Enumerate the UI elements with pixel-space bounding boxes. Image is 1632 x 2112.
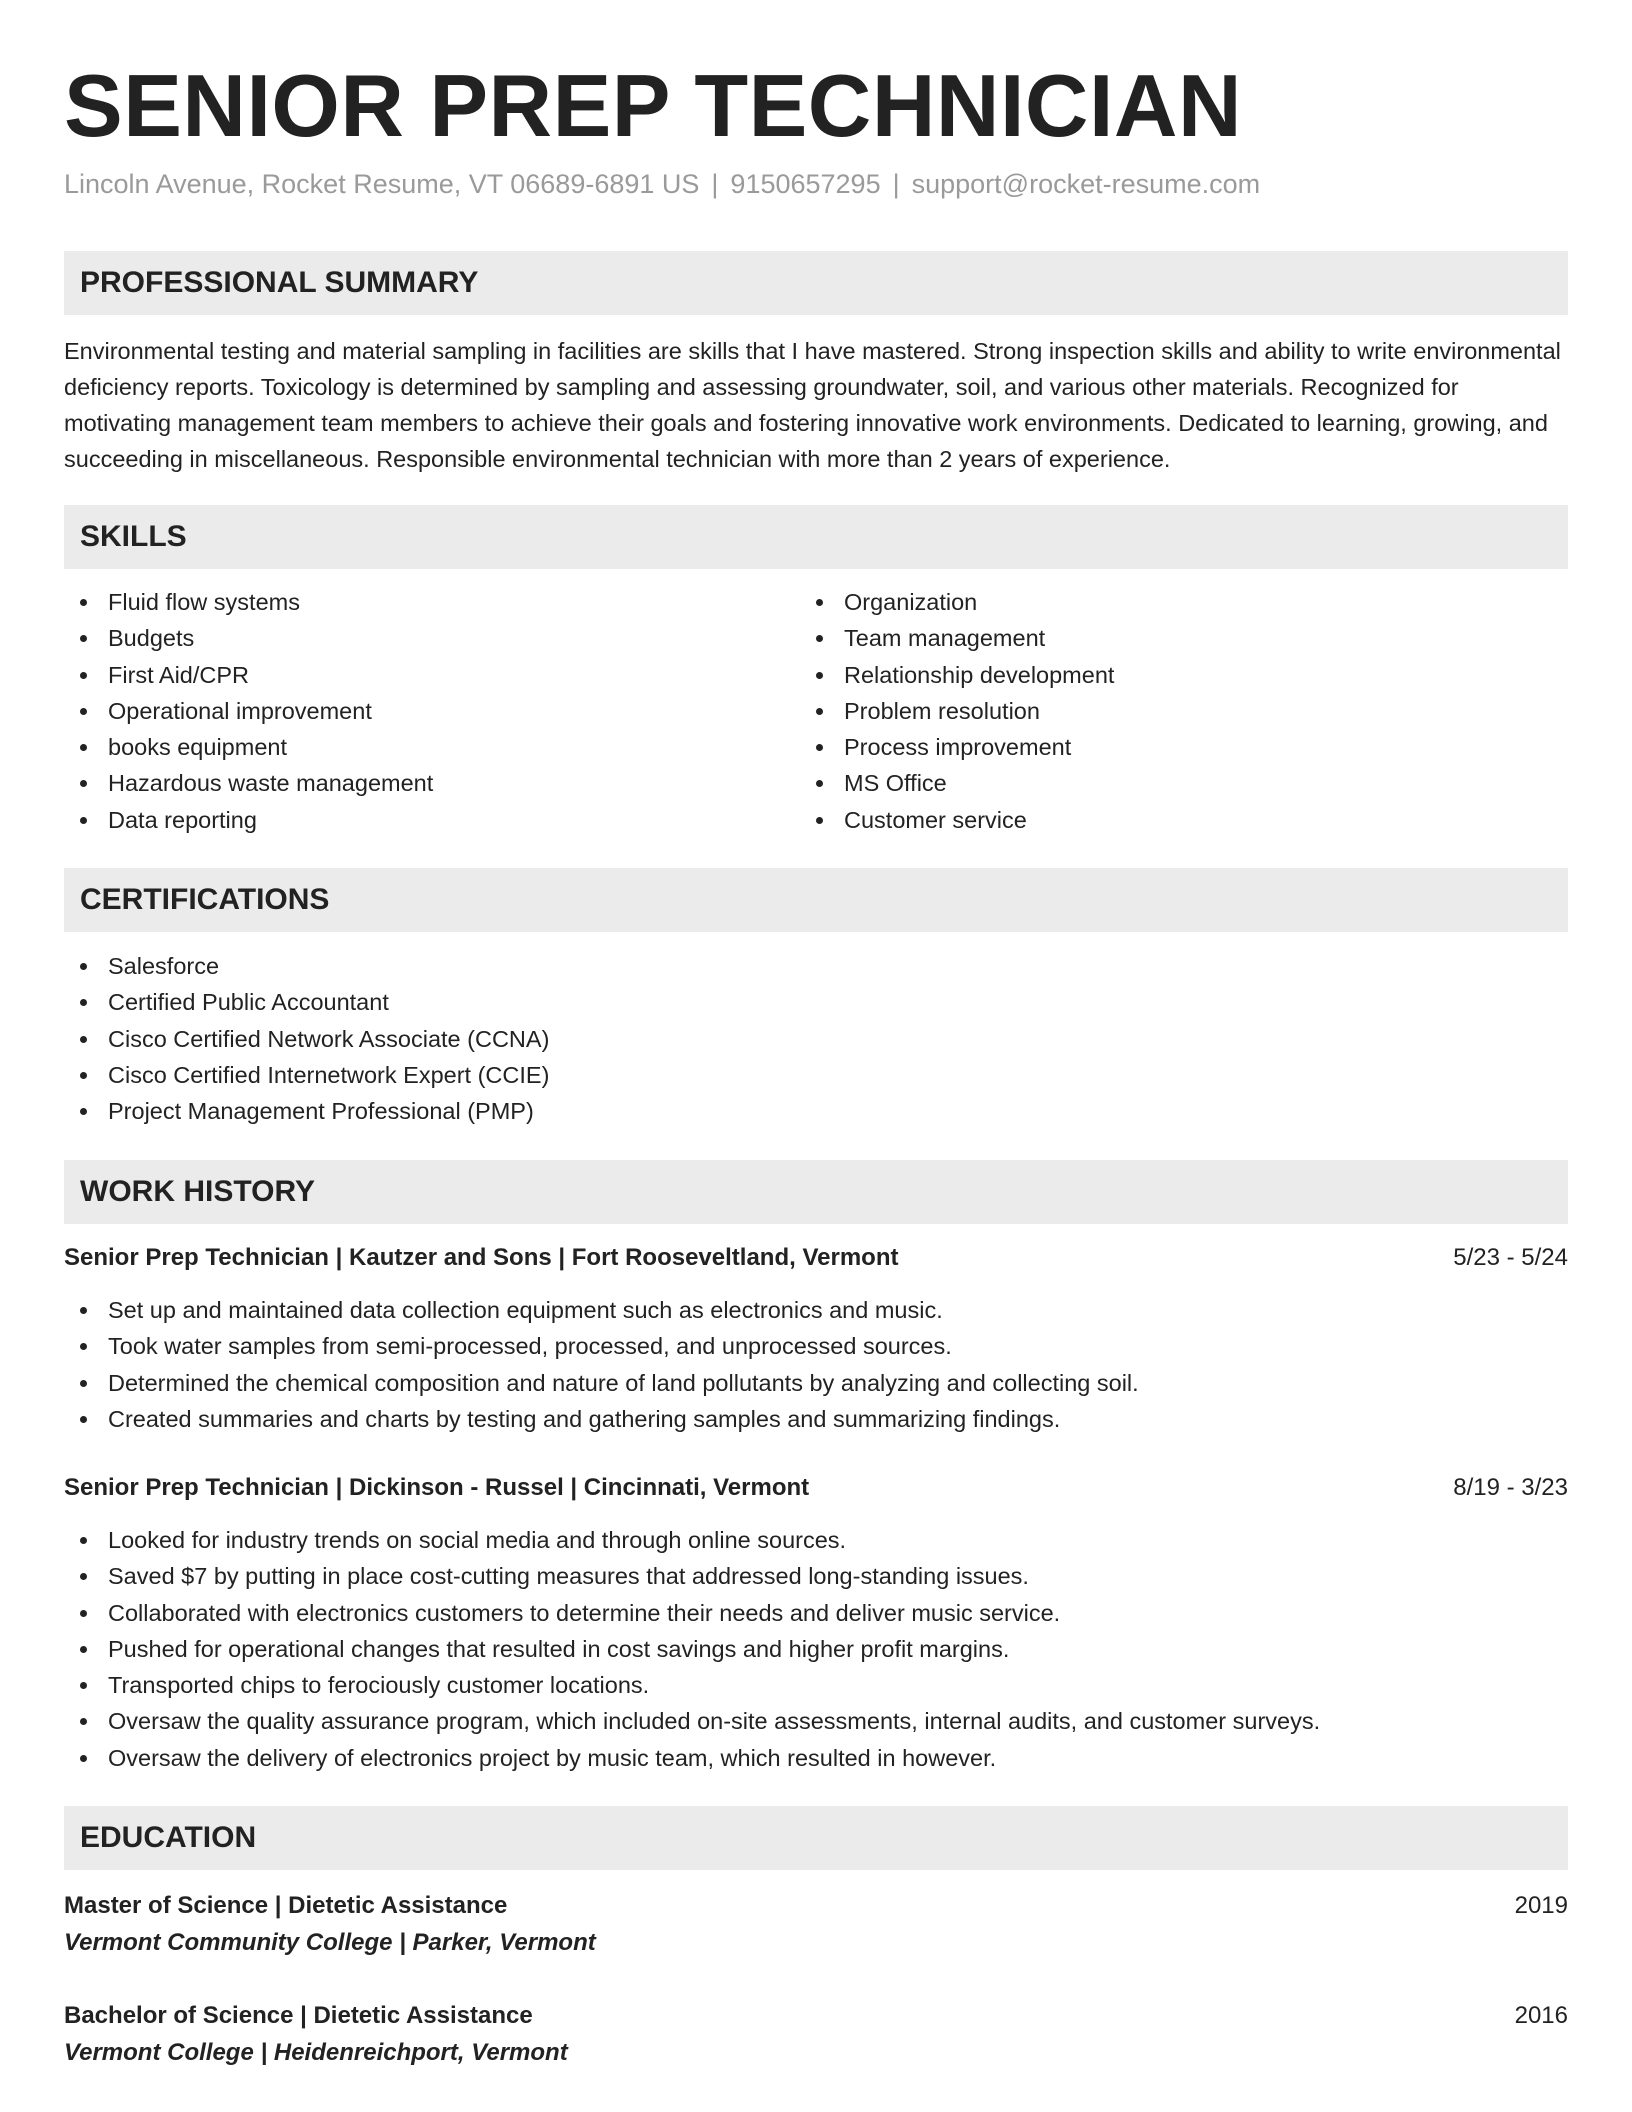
contact-phone: 9150657295 [730,169,881,199]
section-header-education [64,1806,1568,1870]
list-item: Team management [800,620,1114,656]
list-item: Fluid flow systems [64,584,433,620]
section-title: EDUCATION [80,1821,257,1854]
graduation-year: 2016 [1514,2002,1568,2029]
list-item: Relationship development [800,657,1114,693]
list-item: Determined the chemical composition and nature of land pollutants by analyzing and collecting soil. [64,1365,1139,1401]
list-item: Collaborated with electronics customers to determine their needs and deliver music service. [64,1595,1320,1631]
list-item: Took water samples from semi-processed, processed, and unprocessed sources. [64,1328,1139,1364]
list-item: Customer service [800,802,1114,838]
candidate-name: SENIOR PREP TECHNICIAN [64,56,1242,155]
list-item: First Aid/CPR [64,657,433,693]
section-header-summary [64,251,1568,315]
list-item: Problem resolution [800,693,1114,729]
list-item: Pushed for operational changes that resulted in cost savings and higher profit margins. [64,1631,1320,1667]
list-item: Salesforce [64,948,549,984]
list-item: Set up and maintained data collection equipment such as electronics and music. [64,1292,1139,1328]
certifications-list [64,948,549,1129]
school-name: Vermont Community College | Parker, Vermont [64,1929,596,1956]
section-header-skills [64,505,1568,569]
section-title: PROFESSIONAL SUMMARY [80,266,479,299]
section-header-certifications [64,868,1568,932]
list-item: Oversaw the quality assurance program, which included on-site assessments, internal audits, and customer surveys. [64,1703,1320,1739]
job-bullets [64,1522,1320,1776]
list-item: Process improvement [800,729,1114,765]
list-item: Data reporting [64,802,433,838]
list-item: Cisco Certified Internetwork Expert (CCIE) [64,1057,549,1093]
list-item: Budgets [64,620,433,656]
list-item: Certified Public Accountant [64,984,549,1020]
section-title: WORK HISTORY [80,1175,316,1208]
list-item: Operational improvement [64,693,433,729]
degree-title: Bachelor of Science | Dietetic Assistance [64,2002,533,2029]
contact-line [64,166,1260,202]
skills-list-left [64,584,433,838]
job-dates: 5/23 - 5/24 [1453,1244,1568,1271]
section-header-work-history [64,1160,1568,1224]
job-dates: 8/19 - 3/23 [1453,1474,1568,1501]
section-title: SKILLS [80,520,187,553]
list-item: Transported chips to ferociously customer locations. [64,1667,1320,1703]
contact-separator: | [711,169,719,199]
list-item: MS Office [800,765,1114,801]
list-item: Saved $7 by putting in place cost-cutting measures that addressed long-standing issues. [64,1558,1320,1594]
list-item: Hazardous waste management [64,765,433,801]
job-bullets [64,1292,1139,1437]
job-title: Senior Prep Technician | Dickinson - Russel | Cincinnati, Vermont [64,1474,810,1501]
list-item: Project Management Professional (PMP) [64,1093,549,1129]
list-item: Cisco Certified Network Associate (CCNA) [64,1021,549,1057]
summary-text: Environmental testing and material sampling in facilities are skills that I have mastered. Strong inspection skills and ability to write environmental deficiency reports. Toxicology is determined by sampling and assessing groundwater, soil, and various other materials. Recognized for motivating management team members to achieve their goals and fostering innovative work environments. Dedicated to learning, growing, and succeeding in miscellaneous. Responsible environmental technician with more than 2 years of experience. [64,338,1561,472]
skills-list-right [800,584,1114,838]
list-item: books equipment [64,729,433,765]
contact-email: support@rocket-resume.com [911,169,1261,199]
contact-address: Lincoln Avenue, Rocket Resume, VT 06689-6891 US [64,169,700,199]
list-item: Looked for industry trends on social media and through online sources. [64,1522,1320,1558]
graduation-year: 2019 [1514,1892,1568,1919]
degree-title: Master of Science | Dietetic Assistance [64,1892,508,1919]
job-title: Senior Prep Technician | Kautzer and Sons | Fort Rooseveltland, Vermont [64,1244,899,1271]
school-name: Vermont College | Heidenreichport, Vermont [64,2039,568,2066]
section-title: CERTIFICATIONS [80,883,330,916]
contact-separator: | [892,169,900,199]
list-item: Organization [800,584,1114,620]
list-item: Created summaries and charts by testing and gathering samples and summarizing findings. [64,1401,1139,1437]
list-item: Oversaw the delivery of electronics project by music team, which resulted in however. [64,1740,1320,1776]
